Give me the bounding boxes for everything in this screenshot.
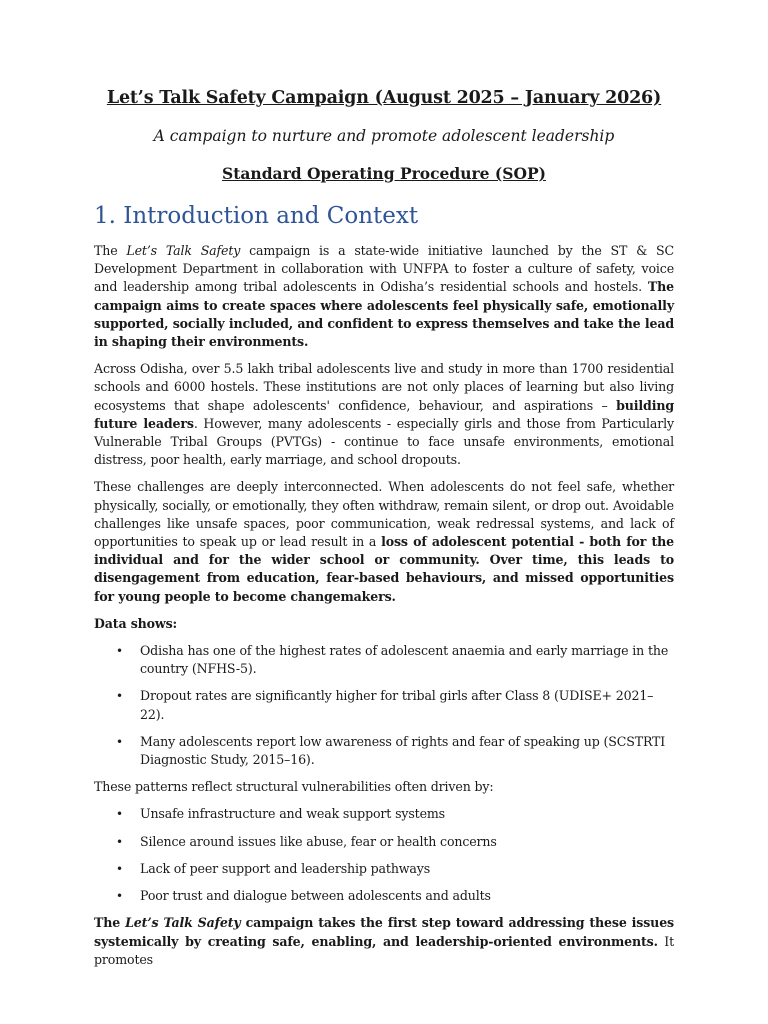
list-item	[94, 860, 674, 878]
list-item	[94, 887, 674, 905]
patterns-intro: These patterns reflect structural vulnerabilities often driven by:	[94, 779, 494, 795]
text-run: Across Odisha, over 5.5 lakh tribal adolescents live and study in more than 1700 residential schools and 6000 hostels. These institutions are not only places of learning but also living ecosystems that shape adolescents' confidence, behaviour, and aspirations –	[94, 361, 674, 413]
bold-text: building future leaders	[94, 397, 674, 431]
paragraph-campaign-step	[94, 914, 674, 969]
bullet-icon: •	[116, 689, 123, 704]
text-run: These challenges are deeply interconnected. When adolescents do not feel safe, whether physically, socially, or emotionally, they often withdraw, remain silent, or drop out. Avoidable challenges like unsafe spaces, poor communication, weak redressal systems, and lack of opportunities to speak up or lead result in a	[94, 479, 674, 550]
text-run: The	[94, 243, 127, 258]
list-item	[94, 733, 674, 769]
bullet-icon: •	[116, 889, 123, 904]
document-body	[94, 242, 674, 978]
campaign-name: Let’s Talk Safety	[126, 243, 241, 258]
bold-text: The campaign aims to create spaces where adolescents feel physically safe, emotionally supported, socially included, and confident to express themselves and take the lead in shaping their environments.	[94, 279, 674, 350]
pattern-bullet-list	[94, 805, 674, 905]
bullet-icon: •	[116, 644, 123, 659]
bullet-icon: •	[116, 861, 123, 876]
section-heading: 1. Introduction and Context	[94, 203, 419, 229]
text-run: . However, many adolescents - especially girls and those from Particularly Vulnerable Tribal Groups (PVTGs) - continue to face unsafe environments, emotional distress, poor health, early marriage, and school dropouts.	[94, 415, 675, 468]
list-item-text: Poor trust and dialogue between adolescents and adults	[140, 888, 491, 904]
list-item-text: Odisha has one of the highest rates of adolescent anaemia and early marriage in the country (NFHS-5).	[140, 643, 669, 677]
campaign-name: Let’s Talk Safety	[125, 915, 241, 931]
paragraph-challenges	[94, 478, 674, 605]
data-shows-label: Data shows:	[94, 615, 178, 631]
bullet-icon: •	[116, 807, 123, 822]
bold-text: campaign takes the first step toward addressing these issues systemically by creating safe, enabling, and leadership-oriented environments.	[94, 915, 674, 949]
data-bullet-list	[94, 642, 674, 769]
paragraph-intro	[94, 242, 674, 351]
text-run: campaign is a state-wide initiative launched by the ST & SC Development Department in collaboration with UNFPA to foster a culture of safety, voice and leadership among tribal adolescents in Odisha’s residential schools and hostels.	[94, 243, 674, 295]
sop-heading: Standard Operating Procedure (SOP)	[222, 164, 546, 183]
list-item-text: Dropout rates are significantly higher for tribal girls after Class 8 (UDISE+ 2021–22).	[140, 688, 654, 722]
list-item-text: Lack of peer support and leadership pathways	[140, 860, 431, 876]
bullet-icon: •	[116, 734, 123, 749]
list-item	[94, 642, 674, 678]
bold-text: The	[94, 915, 126, 931]
document-title: Let’s Talk Safety Campaign (August 2025 – January 2026)	[106, 88, 662, 108]
bold-text: loss of adolescent potential - both for the individual and for the wider school or community. Over time, this leads to disengagement from education, fear-based behaviours, and missed opportunities for young people to become changemakers.	[94, 534, 674, 604]
list-item	[94, 833, 674, 851]
document-subtitle: A campaign to nurture and promote adolescent leadership	[153, 127, 615, 145]
text-run: It promotes	[94, 933, 674, 967]
list-item-text: Silence around issues like abuse, fear or health concerns	[140, 833, 497, 849]
list-item	[94, 687, 674, 723]
list-item	[94, 805, 674, 823]
paragraph-context	[94, 360, 674, 469]
bullet-icon: •	[116, 834, 123, 849]
list-item-text: Many adolescents report low awareness of rights and fear of speaking up (SCSTRTI Diagnostic Study, 2015–16).	[140, 733, 666, 768]
list-item-text: Unsafe infrastructure and weak support systems	[140, 806, 445, 822]
